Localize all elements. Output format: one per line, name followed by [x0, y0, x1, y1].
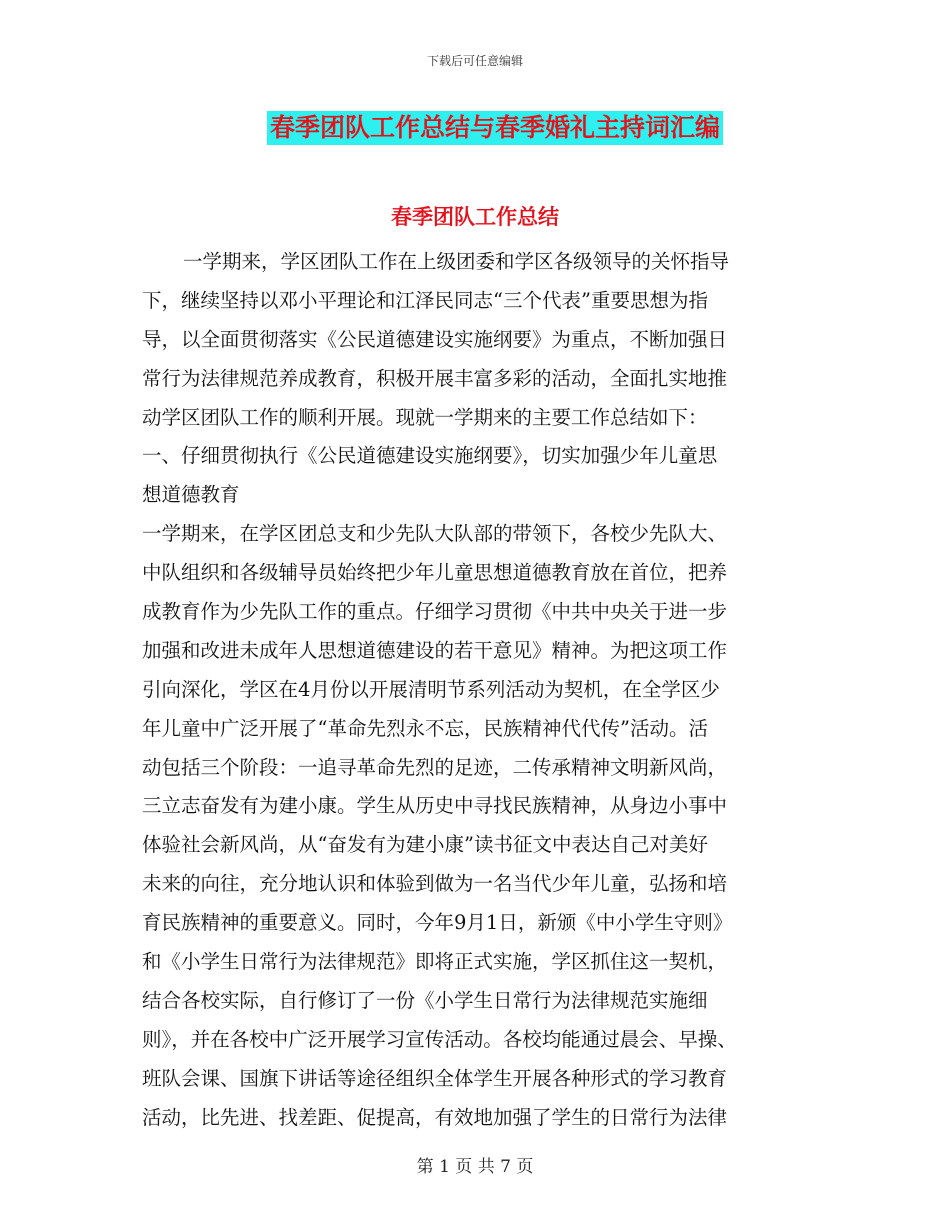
paragraph-line: 育民族精神的重要意义。同时，今年9月1日，新颁《中小学生守则》: [142, 911, 733, 935]
paragraph-line: 成教育作为少先队工作的重点。仔细学习贯彻《中共中央关于进一步: [142, 600, 728, 624]
paragraph-line: 未来的向往，充分地认识和体验到做为一名当代少年儿童，弘扬和培: [142, 872, 728, 896]
paragraph-line: 动学区团队工作的顺利开展。现就一学期来的主要工作总结如下：: [142, 405, 708, 429]
paragraph-line: 体验社会新风尚，从“奋发有为建小康”读书征文中表达自己对美好: [142, 833, 708, 857]
paragraph-line: 结合各校实际，自行修订了一份《小学生日常行为法律规范实施细: [142, 988, 708, 1012]
paragraph-line: 导，以全面贯彻落实《公民道德建设实施纲要》为重点，不断加强日: [142, 327, 728, 351]
heading-line: 想道德教育: [142, 483, 240, 507]
paragraph-line: 班队会课、国旗下讲话等途径组织全体学生开展各种形式的学习教育: [142, 1066, 728, 1090]
paragraph-line: 一学期来，学区团队工作在上级团委和学区各级领导的关怀指导: [183, 250, 730, 273]
document-title-container: [0, 111, 950, 145]
paragraph-line: 中队组织和各级辅导员始终把少年儿童思想道德教育放在首位，把养: [142, 561, 728, 585]
document-title: 春季团队工作总结与春季婚礼主持词汇编: [267, 111, 723, 145]
paragraph-line: 常行为法律规范养成教育，积极开展丰富多彩的活动，全面扎实地推: [142, 366, 728, 390]
paragraph-line: 一学期来，在学区团总支和少先队大队部的带领下，各校少先队大、: [142, 522, 728, 546]
paragraph-line: 动包括三个阶段：一追寻革命先烈的足迹，二传承精神文明新风尚，: [142, 755, 728, 779]
heading-line: 一、仔细贯彻执行《公民道德建设实施纲要》，切实加强少年儿童思: [142, 444, 718, 468]
paragraph-line: 三立志奋发有为建小康。学生从历史中寻找民族精神，从身边小事中: [142, 794, 728, 818]
paragraph-line: 和《小学生日常行为法律规范》即将正式实施，学区抓住这一契机，: [142, 950, 728, 974]
section-title: 春季团队工作总结: [391, 205, 559, 229]
paragraph-line: 加强和改进未成年人思想道德建设的若干意见》精神。为把这项工作: [142, 638, 728, 662]
paragraph-line: 活动，比先进、找差距、促提高，有效地加强了学生的日常行为法律: [142, 1105, 728, 1129]
paragraph-line: 则》，并在各校中广泛开展学习宣传活动。各校均能通过晨会、早操、: [142, 1027, 737, 1051]
paragraph-line: 引向深化，学区在4月份以开展清明节系列活动为契机，在全学区少: [142, 677, 720, 701]
paragraph-line: 下，继续坚持以邓小平理论和江泽民同志“三个代表”重要思想为指: [142, 288, 708, 312]
paragraph-line: 年儿童中广泛开展了“革命先烈永不忘，民族精神代代传”活动。活: [142, 716, 708, 740]
body-text: [142, 243, 822, 1137]
page-number: 第 1 页 共 7 页: [416, 1157, 534, 1177]
page-header-note: 下载后可任意编辑: [426, 54, 523, 68]
